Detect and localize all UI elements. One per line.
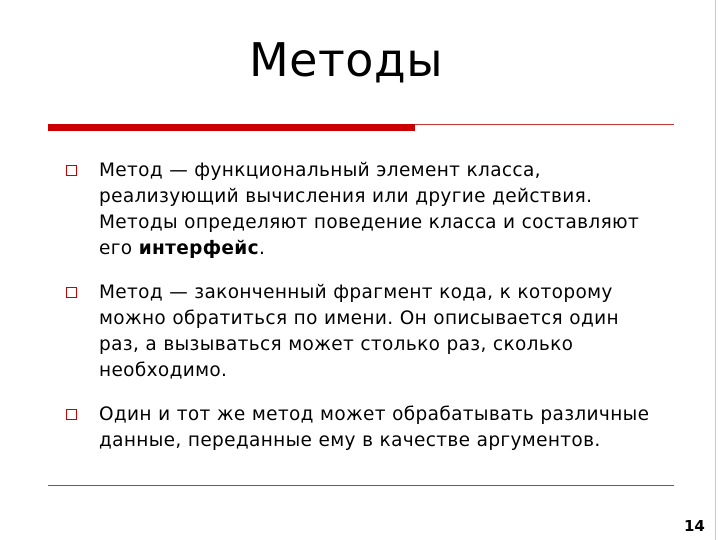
hollow-square-icon	[66, 287, 77, 298]
bullet-list	[62, 158, 662, 472]
footer-rule	[48, 485, 674, 486]
page-number: 14	[684, 517, 705, 535]
bullet-item	[62, 402, 662, 454]
hollow-square-icon	[66, 409, 77, 420]
slide-title	[0, 33, 700, 87]
slide-title-text: Методы	[248, 33, 444, 87]
bullet-bold-term: интерфейс	[138, 238, 259, 259]
title-underline-thin	[415, 124, 674, 125]
bullet-item	[62, 280, 662, 384]
slide-right-border	[715, 0, 716, 540]
bullet-text-suffix: .	[258, 238, 266, 259]
bullet-text: Метод — законченный фрагмент кода, к которому можно обратиться по имени. Он описывается один раз, а вызываться может столько раз, сколько необходимо.	[99, 282, 619, 381]
bullet-text: Один и тот же метод может обрабатывать различные данные, переданные ему в качестве аргументов.	[99, 404, 650, 451]
bullet-text-main: Метод — функциональный элемент класса, реализующий вычисления или другие действия. Методы определяют поведение класса и составляют его	[99, 160, 640, 259]
hollow-square-icon	[66, 165, 77, 176]
bullet-text	[99, 158, 662, 262]
title-underline-thick	[48, 124, 415, 131]
bullet-item	[62, 158, 662, 262]
